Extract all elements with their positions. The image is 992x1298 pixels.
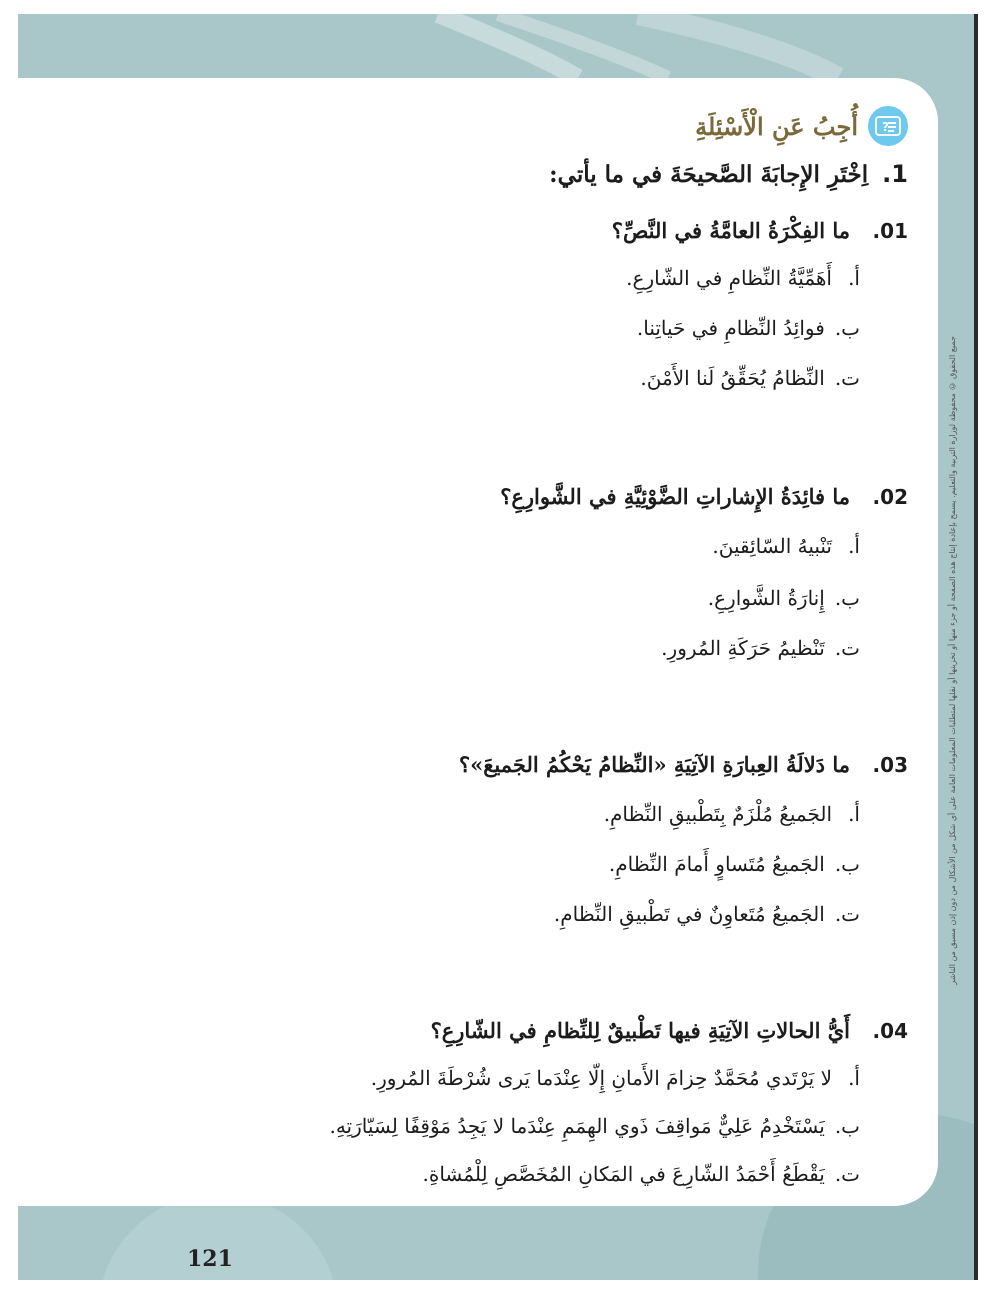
option-text: الجَميعُ مُلْزَمٌ بِتَطْبيقِ النِّظامِ. bbox=[603, 802, 832, 826]
question-2 bbox=[500, 484, 908, 509]
option-text: إِنارَةُ الشَّوارِعِ. bbox=[707, 586, 825, 610]
option-text: الجَميعُ مُتَساوٍ أَمامَ النِّظامِ. bbox=[608, 852, 825, 876]
section-header bbox=[695, 106, 908, 146]
option-letter: ت. bbox=[834, 1162, 860, 1186]
copyright-strip bbox=[944, 300, 960, 1020]
option-text: النِّظامُ يُحَقِّقُ لَنا الأَمْنَ. bbox=[640, 366, 825, 390]
question-number: 01. bbox=[872, 219, 908, 243]
section-title: أُجِبُ عَنِ الْأَسْئِلَةِ bbox=[695, 111, 858, 141]
copyright-text: جميع الحقوق © محفوظة لوزارة التربية والتعليم. يسمح بإعادة إنتاج هذه الصفحة أو جزء منها أو تخزينها أو نقلها لمتطلبات المعلومات العامة على أي شكل من الأشكال من دون إذن مسبق من الناشر bbox=[947, 335, 957, 985]
option-2c[interactable] bbox=[661, 636, 860, 660]
question-text: أَيُّ الحالاتِ الآتِيَةِ فيها تَطْبيقٌ لِلنِّظامِ في الشّارِعِ؟ bbox=[430, 1018, 850, 1043]
main-question bbox=[549, 160, 908, 188]
option-4b[interactable] bbox=[329, 1114, 860, 1138]
option-text: يَقْطَعُ أَحْمَدُ الشّارِعَ في المَكانِ المُخَصَّصِ لِلْمُشاةِ. bbox=[422, 1162, 825, 1186]
option-text: أَهَمِّيَّةُ النِّظامِ في الشّارِعِ. bbox=[626, 266, 832, 290]
option-letter: أ. bbox=[848, 802, 860, 826]
page-number: 121 bbox=[187, 1246, 233, 1272]
question-number: 03. bbox=[872, 753, 908, 777]
question-number: 02. bbox=[872, 485, 908, 509]
option-4a[interactable] bbox=[371, 1066, 860, 1090]
question-4 bbox=[431, 1018, 908, 1043]
scan-edge bbox=[974, 14, 978, 1280]
option-4c[interactable] bbox=[422, 1162, 860, 1186]
option-letter: ب. bbox=[834, 852, 860, 876]
option-1b[interactable] bbox=[637, 316, 860, 340]
option-text: يَسْتَخْدِمُ عَلِيٌّ مَواقِفَ ذَوي الهِمَمِ عِنْدَما لا يَجِدُ مَوْقِفًا لِسَيّارَتِهِ. bbox=[329, 1114, 825, 1138]
option-letter: أ. bbox=[848, 1066, 860, 1090]
question-number: 04. bbox=[872, 1019, 908, 1043]
option-text: الجَميعُ مُتَعاوِنٌ في تَطْبيقِ النِّظامِ. bbox=[553, 902, 825, 926]
question-1 bbox=[612, 218, 908, 243]
option-3a[interactable] bbox=[604, 802, 860, 826]
question-text: ما فائِدَةُ الإِشاراتِ الضَّوْئِيَّةِ في الشَّوارِعِ؟ bbox=[500, 484, 850, 509]
option-2a[interactable] bbox=[712, 534, 860, 558]
question-text: ما دَلالَةُ العِبارَةِ الآتِيَةِ «النِّظامُ يَحْكُمُ الجَميعَ»؟ bbox=[458, 752, 850, 777]
option-letter: ت. bbox=[834, 902, 860, 926]
option-text: فوائِدُ النِّظامِ في حَياتِنا. bbox=[636, 316, 825, 340]
option-3b[interactable] bbox=[609, 852, 860, 876]
question-text: ما الفِكْرَةُ العامَّةُ في النَّصِّ؟ bbox=[611, 218, 850, 243]
option-letter: أ. bbox=[848, 266, 860, 290]
svg-text:?: ? bbox=[882, 120, 889, 134]
question-card-icon bbox=[868, 106, 908, 146]
option-text: لا يَرْتَدي مُحَمَّدٌ حِزامَ الأَمانِ إِلّا عِنْدَما يَرى شُرْطَةَ المُرورِ. bbox=[370, 1066, 832, 1090]
main-question-number: 1. bbox=[882, 160, 908, 188]
option-letter: ت. bbox=[834, 636, 860, 660]
option-1a[interactable] bbox=[626, 266, 860, 290]
question-3 bbox=[459, 752, 908, 777]
option-3c[interactable] bbox=[554, 902, 860, 926]
option-2b[interactable] bbox=[708, 586, 860, 610]
option-1c[interactable] bbox=[640, 366, 860, 390]
option-letter: ب. bbox=[834, 316, 860, 340]
option-text: تَنْبيهُ السّائِقينَ. bbox=[712, 534, 832, 558]
option-letter: أ. bbox=[848, 534, 860, 558]
option-letter: ب. bbox=[834, 1114, 860, 1138]
main-question-text: اِخْتَرِ الإِجابَةَ الصَّحيحَةَ في ما يأتي: bbox=[549, 161, 869, 188]
option-letter: ب. bbox=[834, 586, 860, 610]
option-letter: ت. bbox=[834, 366, 860, 390]
option-text: تَنْظيمُ حَرَكَةِ المُرورِ. bbox=[661, 636, 825, 660]
